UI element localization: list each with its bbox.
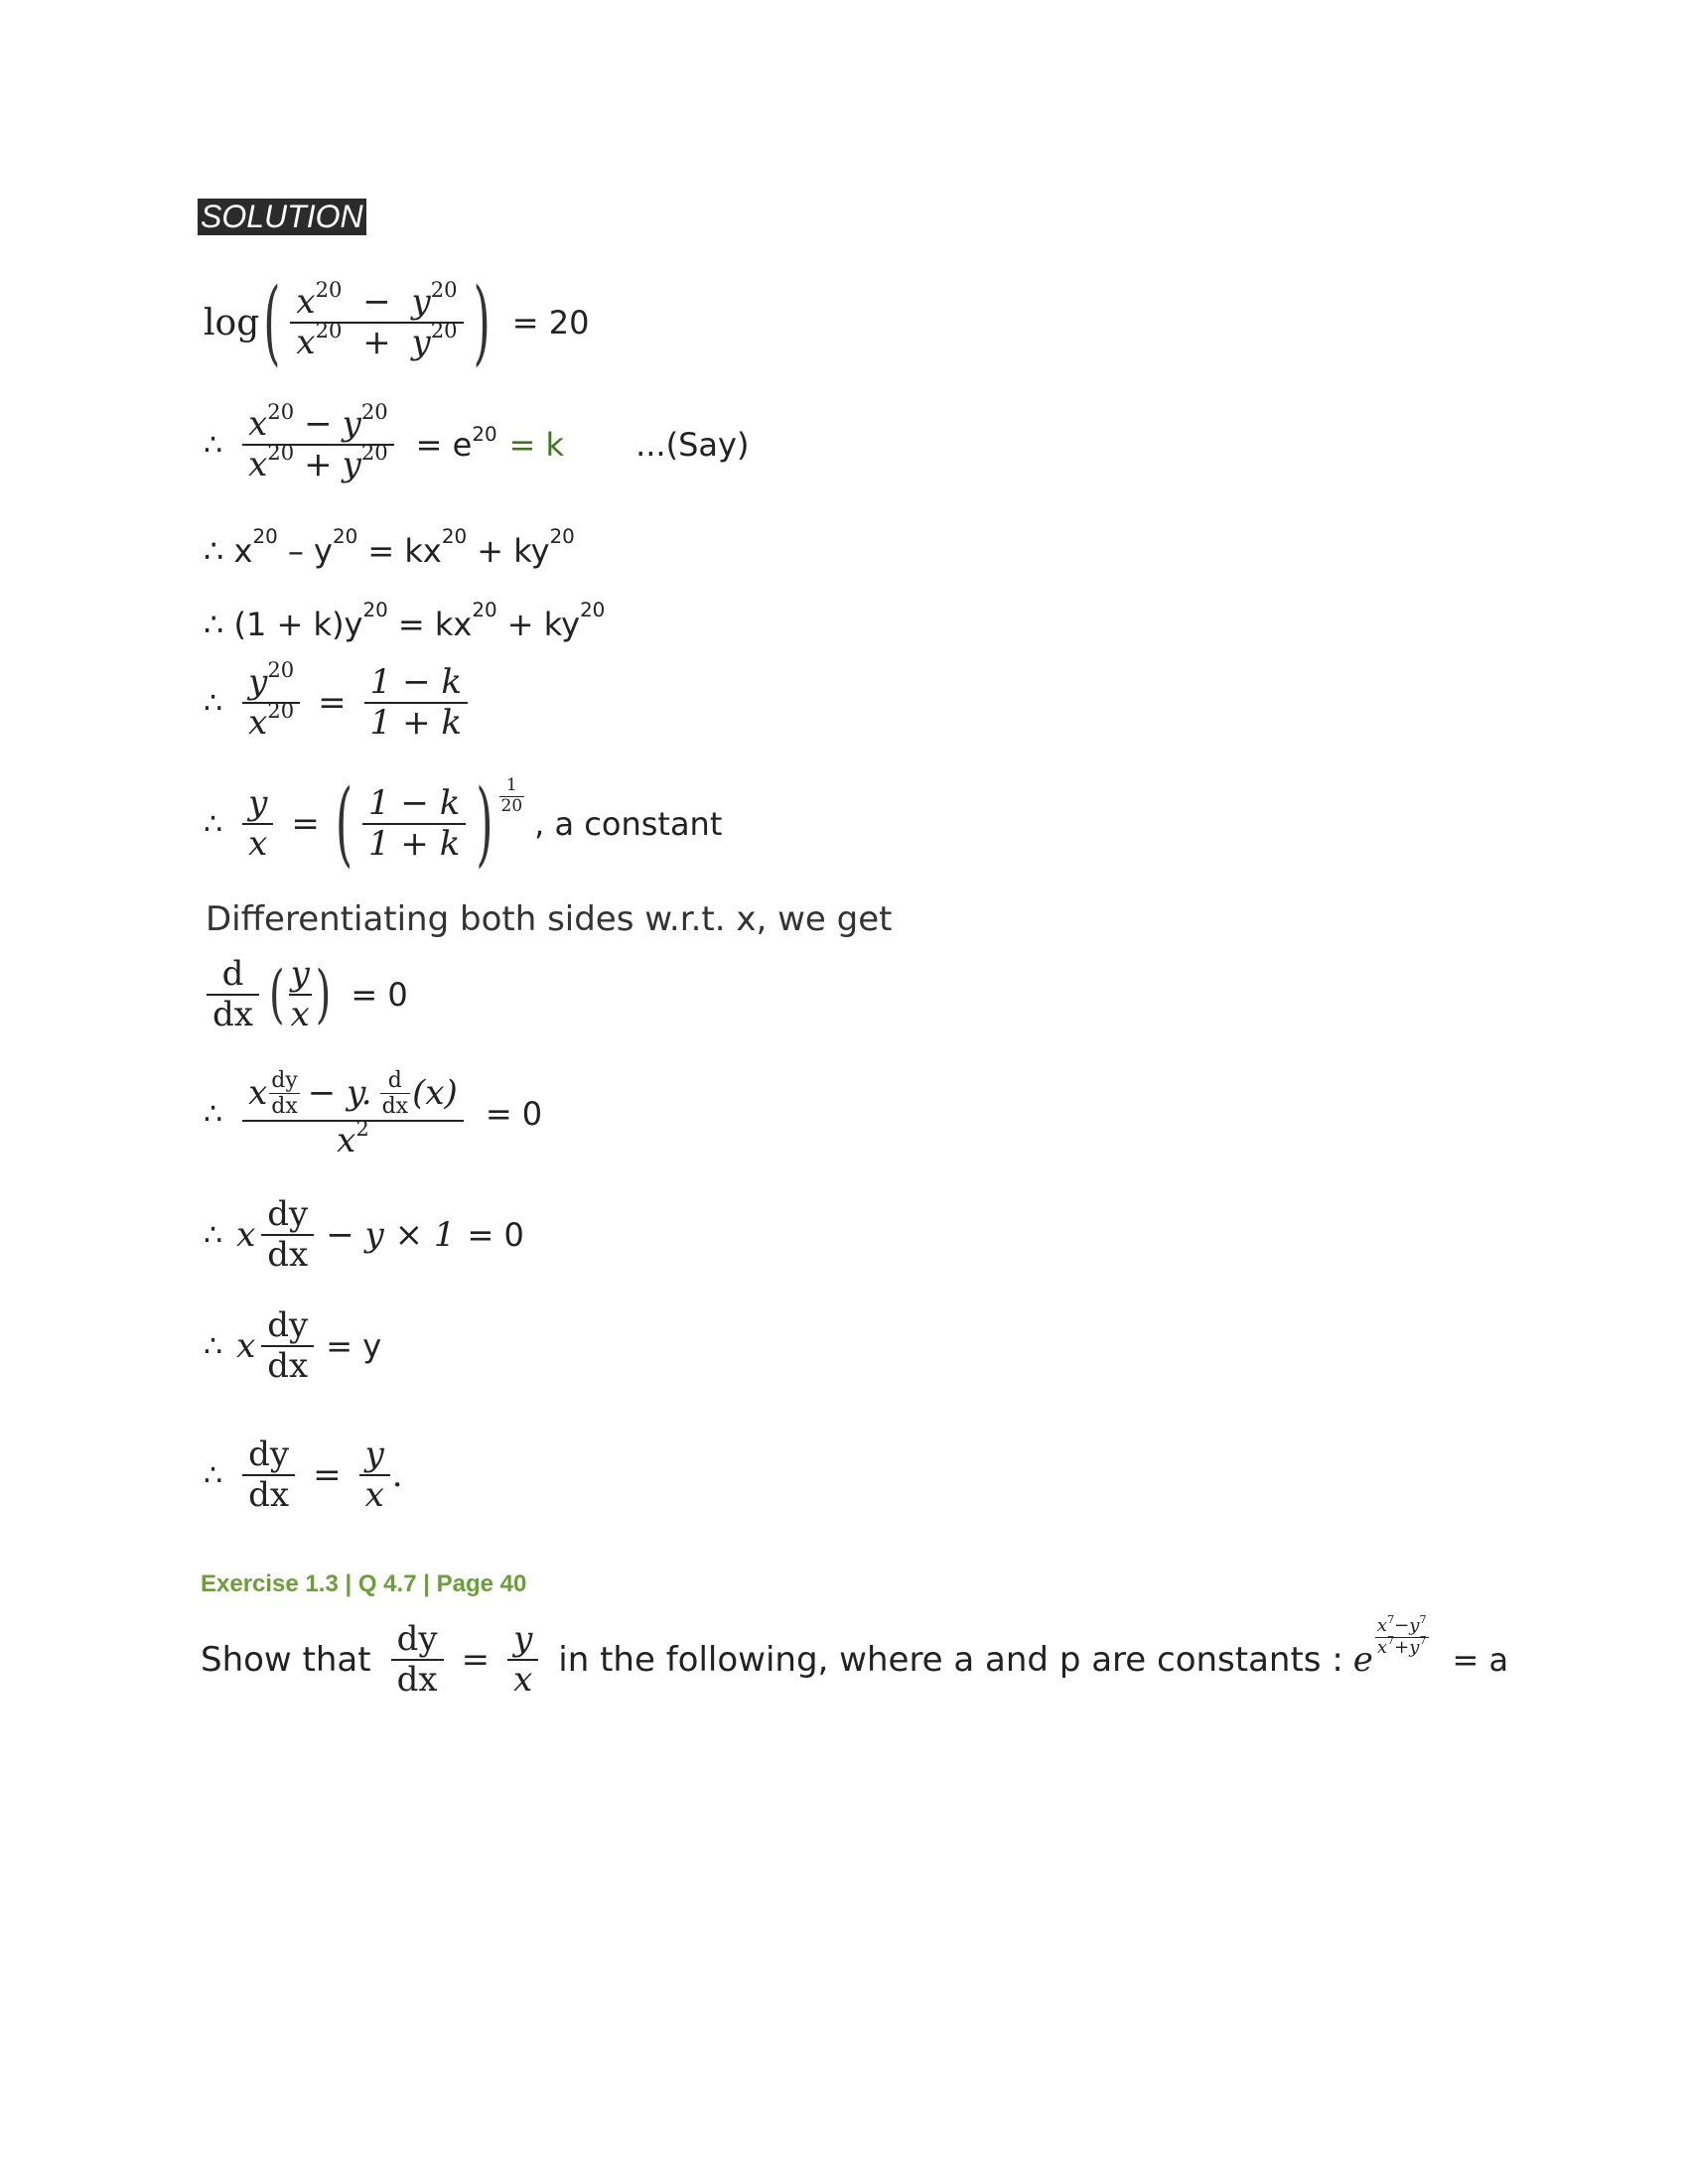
solution-label: SOLUTION bbox=[198, 199, 366, 235]
step-4: ∴ (1 + k)y $^{20}$ = kx $^{20}$ + ky $^{20}$ bbox=[204, 598, 606, 643]
step-10: ∴ x $\frac{dy}{dx}$ = y bbox=[204, 1305, 382, 1387]
step-5: ∴ $\frac{y^{20}}{x^{20}}$ = $\frac{1 - k}{1 + k}$ bbox=[204, 663, 474, 743]
left-paren: ( bbox=[263, 269, 281, 376]
step-3: ∴ x $^{20}$ – y $^{20}$ = kx $^{20}$ + ky $^{20}$ bbox=[204, 524, 575, 570]
exercise-reference: Exercise 1.3 | Q 4.7 | Page 40 bbox=[201, 1570, 527, 1597]
right-paren: ) bbox=[473, 269, 491, 376]
fraction: $\frac{d}{dx}$ bbox=[207, 955, 259, 1034]
fraction: $\frac{y}{x}$ bbox=[359, 1435, 390, 1515]
step-9: ∴ x $\frac{dy}{dx}$ − y × 1 = 0 bbox=[204, 1194, 524, 1276]
step-7: $\frac{d}{dx}$ ( $\frac{y}{x}$ ) = 0 bbox=[207, 955, 408, 1034]
log-function: log bbox=[204, 302, 260, 343]
step-1-rhs: = 20 bbox=[511, 304, 590, 342]
k-value: = k bbox=[508, 426, 565, 465]
step-1 bbox=[204, 269, 590, 376]
fraction: $\frac{y}{x}$ bbox=[290, 954, 310, 1035]
fraction: $\frac{x^{20} - y^{20}}{x^{20} + y^{20}}$ bbox=[242, 405, 394, 484]
fraction: $\frac{y^{20}}{x^{20}}$ bbox=[242, 663, 300, 743]
step-11: ∴ $\frac{dy}{dx}$ = $\frac{y}{x}$ . bbox=[204, 1434, 403, 1516]
fraction: $\frac{dy}{dx}$ bbox=[261, 1306, 314, 1386]
fraction: $\frac{y}{x}$ bbox=[507, 1620, 538, 1700]
step-2: ∴ $\frac{x^{20} - y^{20}}{x^{20} + y^{20}}$ = $e^{20}$ = k ...(Say) bbox=[204, 399, 750, 485]
fraction: $\frac{dy}{dx}$ bbox=[391, 1620, 444, 1700]
step-8: ∴ x $\frac{dy}{dx}$ − y. $\frac{d}{dx}$ (x) $x^2$ = 0 bbox=[204, 1068, 543, 1160]
fraction: $\frac{1 - k}{1 + k}$ bbox=[362, 784, 466, 864]
exponent-fraction: $\frac{x^7-y^7}{x^7+y^7}$ bbox=[1376, 1612, 1427, 1658]
fraction: $\frac{dy}{dx}$ bbox=[242, 1435, 295, 1515]
fraction: $\frac{1 - k}{1 + k}$ bbox=[364, 663, 468, 743]
fraction: $\frac{y}{x}$ bbox=[242, 784, 273, 864]
fraction: x $\frac{dy}{dx}$ − y. $\frac{d}{dx}$ (x) $x^2$ bbox=[242, 1068, 464, 1160]
step-6: ∴ $\frac{y}{x}$ = ( $\frac{1 - k}{1 + k}$ ) $\frac{1}{20}$ , a constant bbox=[204, 770, 723, 878]
exercise-question: Show that $\frac{dy}{dx}$ = $\frac{y}{x}$ in the following, where a and p are constants : e $\frac{x^7-y^7}{x^7+y^7}$ = a bbox=[201, 1612, 1509, 1701]
exponent-fraction: $\frac{1}{20}$ bbox=[500, 775, 523, 816]
fraction: $\frac{dy}{dx}$ bbox=[261, 1195, 314, 1275]
fraction: $\frac{x^{20} - y^{20}}{x^{20} + y^{20}}$ bbox=[290, 283, 463, 362]
differentiation-text: Differentiating both sides w.r.t. x, we get bbox=[206, 899, 893, 939]
say-note: ...(Say) bbox=[635, 426, 750, 465]
